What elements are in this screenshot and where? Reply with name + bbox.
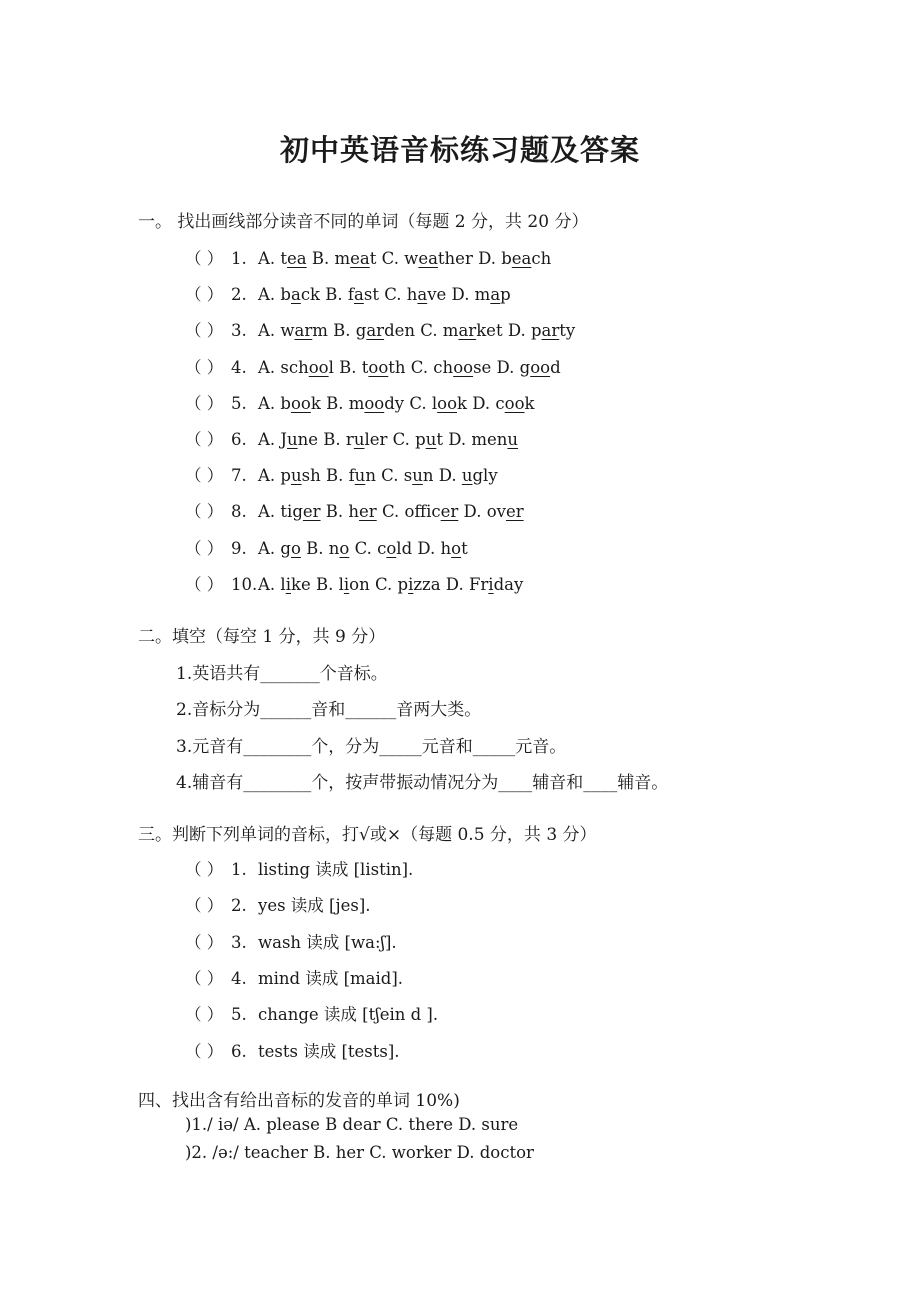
option-text: A. [258,466,281,486]
underlined-letters: a [290,285,301,305]
fill-item-1: 1.英语共有_______个音标。 [176,664,388,684]
option-text: ty [559,321,576,341]
option-text: gly [472,466,498,486]
judge-row [185,892,371,916]
section2-heading: 二。填空（每空 1 分，共 9 分） [138,627,386,647]
option-text: A. [258,574,281,594]
question-number: 4. [231,357,247,377]
answer-paren: （ ） [185,1005,224,1025]
fill-item-4: 4.辅音有________个，按声带振动情况分为____辅音和____辅音。 [176,773,669,793]
underlined-letters: u [461,466,473,486]
option-text: t C. w [369,249,419,268]
question-number: 9. [231,538,247,558]
judge-text: listing 读成 [listin]. [258,860,414,879]
answer-paren: （ ） [185,860,224,879]
option-text: B. n [300,538,340,558]
answer-paren: （ ） [185,285,224,305]
option-text: t D. men [436,430,508,449]
underlined-letters: i [343,574,350,594]
underlined-letters: a [417,285,428,305]
page-title: 初中英语音标练习题及答案 [279,133,640,167]
option-text: ke B. l [290,574,344,594]
option-text: sch [280,357,309,377]
answer-paren: （ ） [185,321,224,341]
option-text: A. [258,321,281,341]
question-row [185,281,511,305]
underlined-letters: o [451,538,462,558]
underlined-letters: ea [350,249,370,268]
underlined-letters: oo [364,393,385,413]
phonetic-item-2: )2. /ə:/ teacher B. her C. worker D. doctor [185,1143,534,1162]
question-number: 7. [231,466,247,486]
question-row [185,354,561,378]
underlined-letters: o [386,538,397,558]
option-text: k B. m [310,393,365,413]
underlined-letters: oo [308,357,329,377]
option-text: b [280,393,291,413]
underlined-letters: ar [541,321,560,341]
fill-item-3: 3.元音有________个，分为_____元音和_____元音。 [176,737,567,757]
option-text: k D. c [457,393,505,413]
judge-text: yes 读成 [jes]. [258,896,371,916]
judge-row [185,965,403,989]
underlined-letters: er [440,502,459,522]
option-text: b [280,285,291,305]
option-text: A. [258,249,281,268]
option-text: on C. p [349,574,409,594]
underlined-letters: u [353,430,365,449]
option-text: ket D. p [476,321,542,341]
underlined-letters: u [412,466,423,486]
question-row [185,245,551,269]
underlined-letters: ar [458,321,477,341]
underlined-letters: i [488,574,494,594]
answer-paren: （ ） [185,1041,224,1061]
option-text: D. ov [458,502,506,522]
option-text: A. [258,502,281,522]
answer-paren: （ ） [185,357,224,377]
underlined-letters: ar [294,321,313,341]
option-text: g [280,538,291,558]
option-text: A. [258,538,281,558]
option-text: dy C. l [384,393,438,413]
question-number: 4. [231,968,247,988]
option-text: C. offic [376,502,441,522]
underlined-letters: er [359,502,377,522]
judge-text: change 读成 [tʃein d ]. [258,1005,439,1025]
underlined-letters: a [354,285,364,305]
judge-text: tests 读成 [tests]. [258,1041,400,1061]
question-row [185,571,523,595]
judge-text: wash 读成 [wa:ʃ]. [258,932,397,952]
option-text: w [280,321,295,341]
question-number: 1. [231,249,247,268]
underlined-letters: u [287,430,298,449]
underlined-letters: i [408,574,414,594]
option-text: l B. t [328,357,369,377]
judge-row [185,1038,400,1062]
underlined-letters: oo [290,393,311,413]
option-text: ck B. f [300,285,355,305]
question-row [185,498,524,522]
judge-row [185,929,397,953]
option-text: A. [258,357,281,377]
option-text: ne B. r [297,430,354,449]
option-text: B. h [320,502,360,522]
answer-paren: （ ） [185,968,224,988]
underlined-letters: u [354,466,366,486]
question-number: 1. [231,860,247,879]
underlined-letters: oo [530,357,551,377]
option-text: A. [258,393,281,413]
option-text: m B. g [312,321,367,341]
question-number: 5. [231,1005,247,1025]
answer-paren: （ ） [185,466,224,486]
question-number: 3. [231,321,247,341]
question-number: 6. [231,1041,247,1061]
option-text: t [461,538,468,558]
option-text: st C. h [363,285,418,305]
underlined-letters: o [339,538,350,558]
question-number: 3. [231,932,247,952]
question-row [185,462,498,486]
underlined-letters: o [290,538,301,558]
underlined-letters: oo [368,357,389,377]
underlined-letters: er [505,502,524,522]
underlined-letters: i [285,574,291,594]
option-text: tig [280,502,303,522]
option-text: A. [258,285,281,305]
section3-heading: 三。判断下列单词的音标，打√或×（每题 0.5 分，共 3 分） [138,825,597,845]
option-text: n C. s [365,466,413,486]
question-number: 8. [231,502,247,522]
underlined-letters: ea [511,249,532,268]
question-number: 5. [231,393,247,413]
question-number: 6. [231,430,247,449]
option-text: den C. m [384,321,459,341]
option-text: p [280,466,291,486]
underlined-letters: ar [366,321,385,341]
underlined-letters: u [425,430,437,449]
judge-row [185,856,413,880]
underlined-letters: u [290,466,302,486]
underlined-letters: u [507,430,519,449]
option-text: day [493,574,524,594]
option-text: C. c [349,538,387,558]
option-text: ler C. p [364,430,426,449]
option-text: th C. ch [388,357,454,377]
option-text: l [280,574,286,594]
option-text: k [524,393,535,413]
option-text: J [280,430,288,449]
option-text: t [280,249,288,268]
underlined-letters: er [302,502,321,522]
question-number: 10. [231,574,258,594]
section1-heading: 一。 找出画线部分读音不同的单词（每题 2 分，共 20 分） [138,212,589,232]
question-row [185,535,468,559]
section4-heading: 四、找出含有给出音标的发音的单词 10%) [138,1091,460,1111]
underlined-letters: ea [287,249,307,268]
answer-paren: （ ） [185,932,224,952]
option-text: n D. [422,466,462,486]
underlined-letters: oo [504,393,525,413]
option-text: d [550,357,561,377]
option-text: ch [531,249,552,268]
option-text: se D. g [473,357,531,377]
option-text: ld D. h [396,538,452,558]
underlined-letters: ea [418,249,438,268]
judge-text: mind 读成 [maid]. [258,968,404,988]
option-text: A. [258,430,281,449]
option-text: sh B. f [301,466,355,486]
option-text: B. m [306,249,351,268]
answer-paren: （ ） [185,896,224,916]
question-row [185,390,535,414]
option-text: ther D. b [437,249,512,268]
question-number: 2. [231,896,247,916]
option-text: ve D. m [427,285,491,305]
answer-paren: （ ） [185,538,224,558]
underlined-letters: oo [437,393,458,413]
option-text: zza D. Fr [413,574,489,594]
phonetic-item-1: )1./ iə/ A. please B dear C. there D. sure [185,1115,519,1134]
question-row [185,426,518,450]
underlined-letters: a [490,285,501,305]
judge-row [185,1001,438,1025]
answer-paren: （ ） [185,393,224,413]
answer-paren: （ ） [185,430,224,449]
fill-item-2: 2.音标分为______音和______音两大类。 [176,700,482,720]
underlined-letters: oo [453,357,474,377]
answer-paren: （ ） [185,249,224,268]
question-number: 2. [231,285,247,305]
question-row [185,317,575,341]
option-text: p [500,285,511,305]
answer-paren: （ ） [185,502,224,522]
answer-paren: （ ） [185,574,224,594]
